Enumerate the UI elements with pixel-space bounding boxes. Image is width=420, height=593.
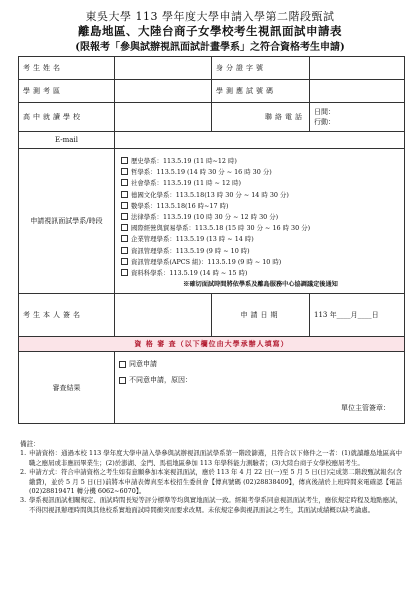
department-option[interactable] [121, 166, 400, 177]
row-review [19, 352, 405, 424]
contact-label: 聯絡電話 [212, 103, 310, 132]
review-label: 審查結果 [19, 352, 115, 424]
mobile-phone-label: 行動： [314, 118, 335, 126]
exam-area-label: 學測考區 [19, 80, 115, 103]
row-email [19, 132, 405, 149]
department-checkbox[interactable] [121, 168, 128, 175]
review-header: 資 格 審 查（以下欄位由大學承辦人填寫） [19, 337, 405, 352]
department-label: 數學系：113.5.18(16 時~17 時) [131, 201, 229, 210]
school-field[interactable] [115, 103, 212, 132]
department-checkbox[interactable] [121, 235, 128, 242]
row-school [19, 103, 405, 132]
exam-number-label: 學測應試號碼 [212, 80, 310, 103]
row-exam [19, 80, 405, 103]
department-checkbox[interactable] [121, 224, 128, 231]
title-line-2: 離島地區、大陸台商子女學校考生視訊面試申請表 [78, 24, 342, 38]
id-label: 身分證字號 [212, 57, 310, 80]
department-option[interactable] [121, 244, 400, 255]
department-label: 資料科學系：113.5.19 (14 時 ~ 15 時) [131, 268, 248, 277]
row-signature [19, 294, 405, 337]
id-field[interactable] [310, 57, 405, 80]
disagree-label: 不同意申請，原因： [129, 376, 192, 384]
department-label: 社會學系：113.5.19 (11 時 ~ 12 時) [131, 179, 241, 188]
email-label: E-mail [19, 132, 115, 149]
department-note: ※確切面試時間將依學系及離島服務中心協調議定後通知 [183, 281, 338, 289]
department-checkbox[interactable] [121, 247, 128, 254]
exam-area-field[interactable] [115, 80, 212, 103]
exam-number-field[interactable] [310, 80, 405, 103]
department-option[interactable] [121, 211, 400, 222]
department-option[interactable] [121, 267, 400, 278]
department-checkbox[interactable] [121, 191, 128, 198]
name-field[interactable] [115, 57, 212, 80]
title-line-1: 東吳大學 113 學年度大學申請入學第二階段甄試 [85, 10, 335, 23]
department-label: 德國文化學系：113.5.18(13 時 30 分 ~ 14 時 30 分) [131, 190, 289, 199]
apply-date-field[interactable]: 113 年____月____日 [310, 294, 405, 337]
department-checkbox[interactable] [121, 213, 128, 220]
row-review-header [19, 337, 405, 352]
disagree-checkbox[interactable] [119, 377, 126, 384]
note-item: 2. 申請方式：符合申請資格之考生如有意願參加本案視訊面試，應於 113 年 4 月 22 日(一)至 5 月 5 日(日)完成第二階段甄試報名(含繳費)，並於 5 月 5 日(日)前將本申請表傳真至本校招生委員會【傳真號碼 (02)28838409】，傳真後請於上班時間來電確認【電話(02)28819471 轉分機 6062~6070】。 [20, 468, 402, 496]
department-option[interactable] [121, 200, 400, 211]
department-option[interactable] [121, 189, 400, 200]
department-label: 法律學系：113.5.19 (10 時 30 分 ~ 12 時 30 分) [131, 213, 279, 221]
department-list [115, 149, 405, 294]
department-checkbox[interactable] [121, 157, 128, 164]
department-label: 歷史學系：113.5.19 (11 時~12 時) [131, 157, 237, 166]
review-field [115, 352, 405, 424]
department-option[interactable] [121, 256, 400, 267]
signature-field[interactable] [115, 294, 212, 337]
email-field[interactable] [115, 132, 405, 149]
department-label: 資訊管理學系(APCS 組)：113.5.19 (9 時 ~ 10 時) [131, 257, 282, 266]
note-item: 3. 學系視訊面試相關規定、面試時間長短等評分標準等均與實地面試一致。經報考學系同意視訊面試考生，應依規定時程及地點應試，不得因視訊辦理時間與其他校系實地面試時間衝突而要求改期。未依規定參與視訊面試之考生，其面試成績概以缺考論處。 [20, 496, 402, 514]
apply-date-label: 申請日期 [212, 294, 310, 337]
department-checkbox[interactable] [121, 269, 128, 276]
agree-option[interactable] [119, 358, 400, 370]
department-option[interactable] [121, 155, 400, 166]
note-text: 申請方式：符合申請資格之考生如有意願參加本案視訊面試，應於 113 年 4 月 22 日(一)至 5 月 5 日(日)完成第二階段甄試報名(含繳費)，並於 5 月 5 日(日)前將本申請表傳真至本校招生委員會【傳真號碼 (02)28838409】，傳真後請於上班時間來電確認【電話(02)28819471 轉分機 6062~6070】。 [29, 468, 402, 496]
signature-label: 考生本人簽名 [19, 294, 115, 337]
agree-label: 同意申請 [129, 360, 157, 368]
department-option[interactable] [121, 177, 400, 188]
department-checkbox[interactable] [121, 258, 128, 265]
agree-checkbox[interactable] [119, 361, 126, 368]
name-label: 考生姓名 [19, 57, 115, 80]
apply-label: 申請視訊面試學系/時段 [19, 149, 115, 294]
department-label: 哲學系：113.5.19 (14 時 30 分 ~ 16 時 30 分) [131, 168, 272, 177]
row-name [19, 57, 405, 80]
department-option[interactable] [121, 222, 400, 233]
notes-section [20, 440, 402, 515]
title-line-3: (限報考「參與試辦視訊面試計畫學系」之符合資格考生申請) [75, 42, 345, 53]
note-item: 1. 申請資格：通過本校 113 學年度大學申請入學參與試辦視訊面試學系第一階段篩選，且符合以下條件之一者：(1)就讀離島地區高中職之應屆或非應屆畢業生；(2)於澎湖、金門、馬祖地區參加 113 年學科能力測驗者；(3)大陸台商子女學校應屆考生。 [20, 449, 402, 467]
department-checkbox[interactable] [121, 179, 128, 186]
row-departments [19, 149, 405, 294]
disagree-option[interactable] [119, 374, 400, 386]
day-phone-label: 日間： [314, 108, 335, 116]
notes-heading: 備註： [20, 440, 40, 448]
department-checkbox[interactable] [121, 202, 128, 209]
application-form [18, 56, 405, 424]
department-option[interactable] [121, 233, 400, 244]
contact-field[interactable] [310, 103, 405, 132]
note-text: 學系視訊面試相關規定、面試時間長短等評分標準等均與實地面試一致。經報考學系同意視訊面試考生，應依規定時程及地點應試，不得因視訊辦理時間與其他校系實地面試時間衝突而要求改期。未依規定參與視訊面試之考生，其面試成績概以缺考論處。 [29, 496, 402, 514]
officer-signature: 單位主管簽章： [341, 404, 390, 412]
department-label: 企業管理學系：113.5.19 (13 時 ~ 14 時) [131, 235, 254, 244]
department-label: 國際經營與貿易學系：113.5.18 (15 時 30 分 ~ 16 時 30 分) [131, 224, 311, 233]
note-text: 申請資格：通過本校 113 學年度大學申請入學參與試辦視訊面試學系第一階段篩選，且符合以下條件之一者：(1)就讀離島地區高中職之應屆或非應屆畢業生；(2)於澎湖、金門、馬祖地區參加 113 年學科能力測驗者；(3)大陸台商子女學校應屆考生。 [29, 449, 402, 467]
school-label: 高中就讀學校 [19, 103, 115, 132]
department-label: 資訊管理學系：113.5.19 (9 時 ~ 10 時) [131, 246, 250, 255]
